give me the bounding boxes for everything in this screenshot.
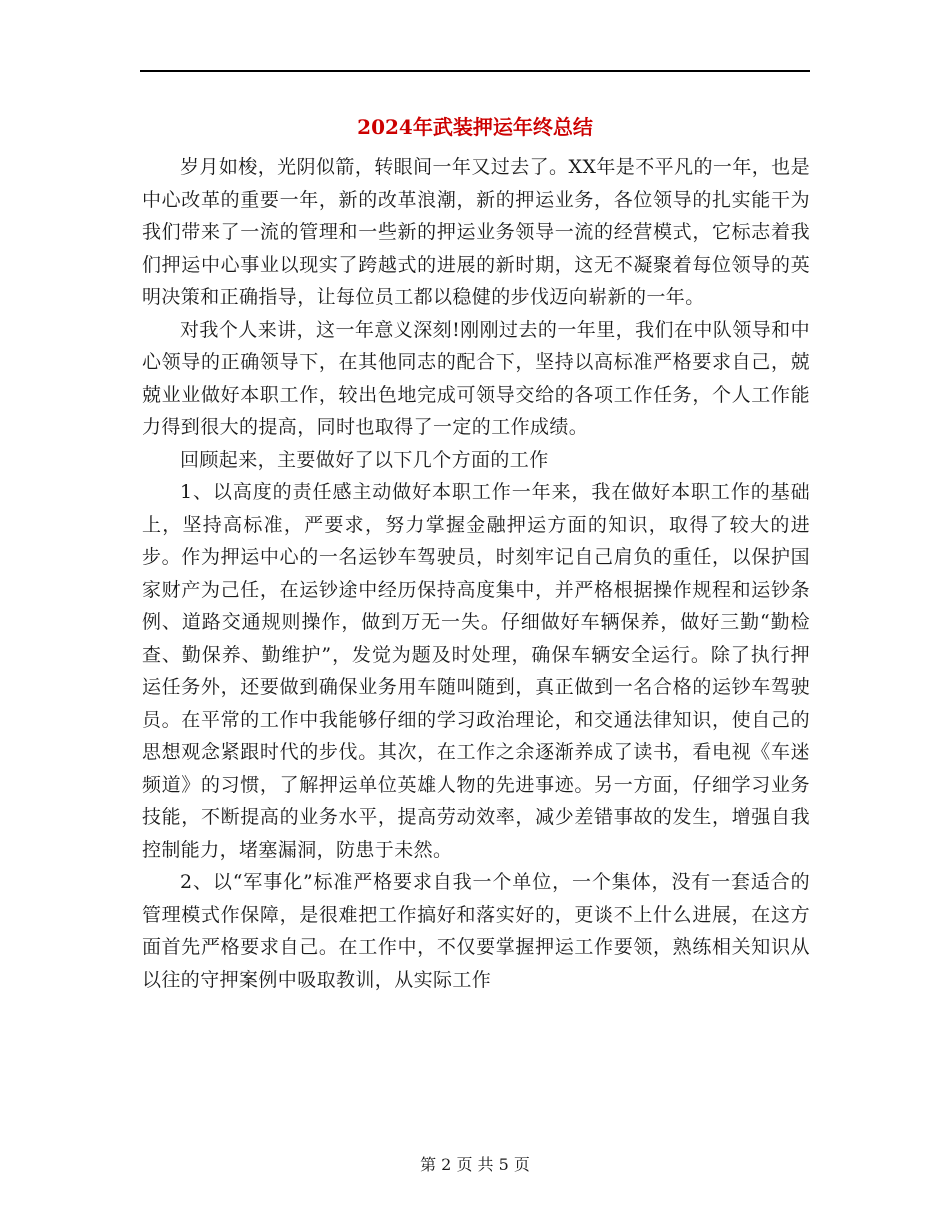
paragraph-personal-meaning: 对我个人来讲，这一年意义深刻!刚刚过去的一年里，我们在中队领导和中心领导的正确领导下，在其他同志的配合下，坚持以高标准严格要求自己，兢兢业业做好本职工作，较出色地完成可领导交给的各项工作任务，个人工作能力得到很大的提高，同时也取得了一定的工作成绩。 — [142, 318, 810, 438]
document-body — [142, 151, 810, 996]
paragraph-review-lead: 回顾起来，主要做好了以下几个方面的工作 — [180, 448, 549, 471]
paragraph-section-1: 1、以高度的责任感主动做好本职工作一年来，我在做好本职工作的基础上，坚持高标准，严要求，努力掌握金融押运方面的知识，取得了较大的进步。作为押运中心的一名运钞车驾驶员，时刻牢记自己肩负的重任，以保护国家财产为己任，在运钞途中经历保持高度集中，并严格根据操作规程和运钞条例、道路交通规则操作，做到万无一失。仔细做好车辆保养，做好三勤“勤检查、勤保养、勤维护”，发觉为题及时处理，确保车辆安全运行。除了执行押运任务外，还要做到确保业务用车随叫随到，真正做到一名合格的运钞车驾驶员。在平常的工作中我能够仔细的学习政治理论，和交通法律知识，使自己的思想观念紧跟时代的步伐。其次，在工作之余逐渐养成了读书，看电视《车迷频道》的习惯，了解押运单位英雄人物的先进事迹。另一方面，仔细学习业务技能，不断提高的业务水平，提高劳动效率，减少差错事故的发生，增强自我控制能力，堵塞漏洞，防患于未然。 — [142, 481, 810, 861]
paragraph-section-2: 2、以“军事化”标准严格要求自我一个单位，一个集体，没有一套适合的管理模式作保障，是很难把工作搞好和落实好的，更谈不上什么进展，在这方面首先严格要求自己。在工作中，不仅要掌握押运工作要领，熟练相关知识从以往的守押案例中吸取教训，从实际工作 — [142, 871, 810, 991]
header-rule — [140, 70, 810, 72]
paragraph-intro: 岁月如梭，光阴似箭，转眼间一年又过去了。XX年是不平凡的一年，也是中心改革的重要一年，新的改革浪潮，新的押运业务，各位领导的扎实能干为我们带来了一流的管理和一些新的押运业务领导一流的经营模式，它标志着我们押运中心事业以现实了跨越式的进展的新时期，这无不凝聚着每位领导的英明决策和正确指导，让每位员工都以稳健的步伐迈向崭新的一年。 — [142, 156, 810, 308]
document-title: 2024年武装押运年终总结 — [357, 115, 593, 139]
page-number-footer: 第 2 页 共 5 页 — [420, 1155, 530, 1174]
